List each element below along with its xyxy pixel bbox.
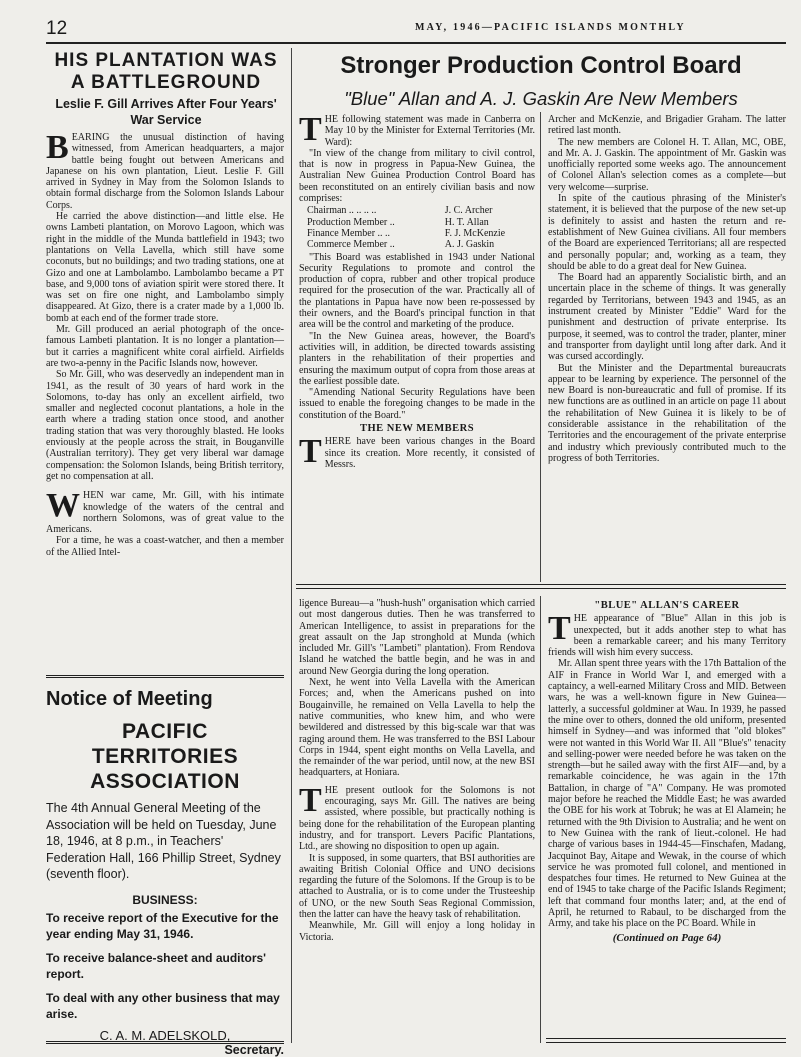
board-subheadline: "Blue" Allan and A. J. Gaskin Are New Members xyxy=(344,88,738,109)
member-role: Production Member .. xyxy=(307,216,395,228)
section-heading: THE NEW MEMBERS xyxy=(359,423,475,435)
paragraph: It is supposed, in some quarters, that BSI authorities are awaiting British Colonial Office and UNO decisions regarding the future of the Solomons. If the Group is to be attached to Australia, or is to come under the Trusteeship of UNO, or the new South Seas Regional Commission, then the latter can have the heavy task of rehabilitation. xyxy=(299,852,535,921)
running-head: MAY, 1946—PACIFIC ISLANDS MONTHLY xyxy=(415,22,686,33)
header-rule xyxy=(46,42,786,44)
meeting-notice xyxy=(46,675,284,1057)
signatory: C. A. M. ADELSKOLD, xyxy=(99,1027,231,1043)
paragraph: The new members are Colonel H. T. Allan, MC, OBE, and Mr. A. J. Gaskin. The appointment of Mr. Gaskin was unofficially reported some weeks ago. The announcement of Colonel Allan's selection comes as a complete—but very welcome—surprise. xyxy=(548,136,786,193)
paragraph: "This Board was established in 1943 under National Security Regulations to promote and control the production of copra, rubber and other tropical produce required for the prosecution of the war. Practically all of the plantations in Papua have now been re-possessed by their owners, and the Board's principal function in that area will be the control and marketing of the produce. xyxy=(299,251,535,331)
page-number: 12 xyxy=(46,18,68,39)
board-column-2 xyxy=(548,114,786,464)
table-row xyxy=(299,205,535,216)
paragraph: So Mr. Gill, who was deservedly an independent man in 1941, as the result of 30 years of hard work in the Solomons, to-day has only an excellent airfield, two smaller and neglected coconut plantations, a hole in the earth where a trading station once stood, and another trading station that was very thoroughly blasted. He looks enviously at the people across the strait, in Bouganville (Australian territory). They get very liberal war damage compensation: the Solomon Islands, being British territory, get no compensation at all. xyxy=(46,369,284,482)
notice-heading: Notice of Meeting xyxy=(46,688,213,710)
member-name: F. J. McKenzie xyxy=(444,227,506,239)
dropcap: W xyxy=(46,487,80,525)
paragraph: "In view of the change from military to civil control, that is now in progress in Papua-New Guinea, the Australian New Guinea Production Control Board has been reconstituted on an entirely civilian basis and now comprises: xyxy=(299,147,535,205)
paragraph: HE following statement was made in Canberra on May 10 by the Minister for External Territories (Mr. Ward): xyxy=(324,114,535,148)
paragraph: But the Minister and the Departmental bureaucrats appear to be learning by experience. The personnel of the new Board is non-bureaucratic and full of promise. If its new functions are as outlined in an article on page 11 about the rehabilitation of New Guinea it is likely to be of considerable assistance in the rehabilitation of the Territories and the encouragement of the private enterprise and industry which previously contributed much to the progress of both Territories. xyxy=(548,362,786,464)
signatory-role: Secretary. xyxy=(224,1042,284,1057)
member-role: Finance Member .. .. xyxy=(307,227,391,239)
member-name: H. T. Allan xyxy=(444,216,489,228)
business-heading: BUSINESS: xyxy=(132,892,198,907)
continued-note: (Continued on Page 64) xyxy=(612,931,722,944)
column-divider-left xyxy=(291,48,292,1043)
board-headline: Stronger Production Control Board xyxy=(340,52,742,79)
member-role: Chairman .. .. .. .. xyxy=(307,205,377,217)
board-column-1 xyxy=(299,111,535,471)
table-row xyxy=(299,239,535,250)
paragraph: "In the New Guinea areas, however, the Board's activities will, in addition, be directed towards assisting planters in the rehabilitation of their properties and ensuring the maximum output of copra from those areas at the earliest possible date. xyxy=(299,330,535,387)
business-item: To receive report of the Executive for the year ending May 31, 1946. xyxy=(46,910,279,941)
paragraph: He carried the above distinction—and little else. He owns Lambeti plantation, on Morovo Lagoon, which was right in the middle of the Munda battlefield in 1943; two plantations on Vella Lavella, which still have some coconuts, but no buildings; and two trading stations, one at Gizo and one at Lambolambo. Lambolambo became a PT base, and 9,000 tons of aviation spirit were stored there. It was set on fire one night, and Lambolambo simply disappeared. At Gizo, there is a crater made by a 1,000 lb. bomb at each end of the former trade store. xyxy=(46,211,284,324)
paragraph: HEN war came, Mr. Gill, with his intimate knowledge of the waters of the central and northern Solomons, was of great value to the Americans. xyxy=(46,490,284,536)
section-rule xyxy=(296,584,786,589)
gill-continuation xyxy=(299,598,535,943)
paragraph: Meanwhile, Mr. Gill will enjoy a long holiday in Victoria. xyxy=(299,920,535,943)
dropcap: T xyxy=(299,111,322,148)
paragraph: For a time, he was a coast-watcher, and then a member of the Allied Intel- xyxy=(46,535,284,558)
paragraph: HE appearance of "Blue" Allan in this job is unexpected, but it adds another step to what has been a remarkable career; and his many Territory friends will wish him every success. xyxy=(548,613,786,659)
board-members-table xyxy=(299,205,535,250)
dropcap: B xyxy=(46,129,69,166)
column-divider-right-top xyxy=(540,112,541,582)
paragraph: Next, he went into Vella Lavella with the American Forces; and, when the Americans pushed on into Bougainville, he remained on Vella Lavella to help the native communities, who knew him, and who were bewildered and distressed by this big-scale war that was raging around them. He was transferred to the BSI Labour Corps in 1944, spent eight months on Vella Lavella, and the remainder of the war period, until now, at the new BSI headquarters, at Honiara. xyxy=(299,677,535,779)
association-name: PACIFIC TERRITORIES ASSOCIATION xyxy=(90,720,240,793)
gill-headline: HIS PLANTATION WAS A BATTLEGROUND xyxy=(54,50,278,93)
dropcap: T xyxy=(299,781,322,819)
paragraph: "Amending National Security Regulations have been issued to enable the foregoing changes to be made in the constitution of the Board." xyxy=(299,387,535,421)
bottom-rule xyxy=(546,1038,786,1043)
gill-article-body xyxy=(46,129,284,558)
member-name: J. C. Archer xyxy=(444,205,493,217)
paragraph: EARING the unusual distinction of having witnessed, from American headquarters, a major battle being fought out between Americans and Japanese on his own plantation, Lieut. Leslie F. Gill arrived in Sydney in May from the Solomon Islands to obtain formal discharge from the Solomon Islands Labour Corps. xyxy=(46,132,284,211)
paragraph: Mr. Allan spent three years with the 17th Battalion of the AIF in France in World War I, and emerged with a captaincy, a well-earned Military Cross and MID. Between wars, he was a well-known figure in New Guinea—latterly, a successful goldminer at Wau. In 1939, he passed the mine over to others, donned the old uniform, presented himself in Sydney—and was informed that "old blokes" were not wanted in this World War II. All "Blue's" tenacity and selling-power were needed before he was taken on the strength—but he sailed away with the first AIF—and, by a remarkable coincidence, he was again in the 17th Battalion, in charge of "A" Company. He was promoted major before he reached the Middle East; he was awarded the OBE for his work at Tobruk; he was at El Alamein; he returned with the 9th Division to Australia; and he went on to New Guinea with the rank of lieut.-colonel. He had charge of various bases in 1944-45—Finschafen, Madang, Jacquinot Bay, Aitape and Wewak, in the course of which service he was promoted full colonel, and mentioned in despatches four times. He returned to New Guinea at the end of 1945 to take charge of the Pacific Islands Regiment; left that command four months later; and, at the end of April, he returned to Rabaul, to be discharged from the Army, and take his place on the PC Board. While in xyxy=(548,658,787,930)
table-row xyxy=(299,217,535,228)
paragraph: Mr. Gill produced an aerial photograph of the once-famous Lambeti plantation. It is no longer a plantation—but it carries a magnificent white coral airfield. Airfields are two-a-penny in the Pacific Islands now, however. xyxy=(46,324,284,369)
paragraph: HERE have been various changes in the Board since its creation. More recently, it consisted of Messrs. xyxy=(324,436,535,470)
member-role: Commerce Member .. xyxy=(307,239,395,251)
paragraph: In spite of the cautious phrasing of the Minister's statement, it is believed that the purpose of the new set-up is definitely to assist and hasten the return and re-establishment of New Guinea civilians. All four members of the Board are experienced Territorians; all are respected and personally popular; and, working as a team, they should be able to do a great deal for New Guinea. xyxy=(548,193,786,272)
meeting-details: The 4th Annual General Meeting of the Association will be held on Tuesday, June 18, 1946, at 8 p.m., in Teachers' Federation Hall, 166 Phillip Street, Sydney (seventh floor). xyxy=(46,801,281,881)
column-divider-right-bottom xyxy=(540,596,541,1043)
dropcap: T xyxy=(299,433,322,471)
paragraph: Archer and McKenzie, and Brigadier Graham. The latter retired last month. xyxy=(548,114,786,137)
paragraph: HE present outlook for the Solomons is not encouraging, says Mr. Gill. The natives are being assisted, where possible, but practically nothing is being done for the rehabilitation of the European planting industry, and for transport. Levers Pacific Plantations, Ltd., are showing no disposition to open up again. xyxy=(299,784,535,853)
member-name: A. J. Gaskin xyxy=(444,239,495,251)
section-heading: "BLUE" ALLAN'S CAREER xyxy=(594,600,740,611)
paragraph: The Board had an apparently Socialistic birth, and an uncertain place in the scheme of things. It was generally regarded by Territorians, between 1943 and 1945, as an instrument created by Minister "Eddie" Ward for the punishment and destruction of private enterprise. Its purpose, it seemed, was to control the trader, planter, miner and transporter from daylight until long after dark. And it was cursed accordingly. xyxy=(548,272,786,363)
dropcap: T xyxy=(548,610,571,648)
table-row xyxy=(299,228,535,239)
business-item: To receive balance-sheet and auditors' report. xyxy=(46,950,267,981)
paragraph: ligence Bureau—a "hush-hush" organisation which carried out most dangerous duties. Then he was transferred to American Intelligence, to assist in preparations for the great assault on the Jap stronghold at Munda (which included Mr. Gill's "Lambeti" plantation). From Rendova Island he watched the battle begin, and he was in and around New Georgia during the long operation. xyxy=(299,598,535,677)
gill-subheadline: Leslie F. Gill Arrives After Four Years' War Service xyxy=(55,97,277,127)
business-item: To deal with any other business that may arise. xyxy=(46,990,280,1021)
allan-career xyxy=(548,598,786,944)
